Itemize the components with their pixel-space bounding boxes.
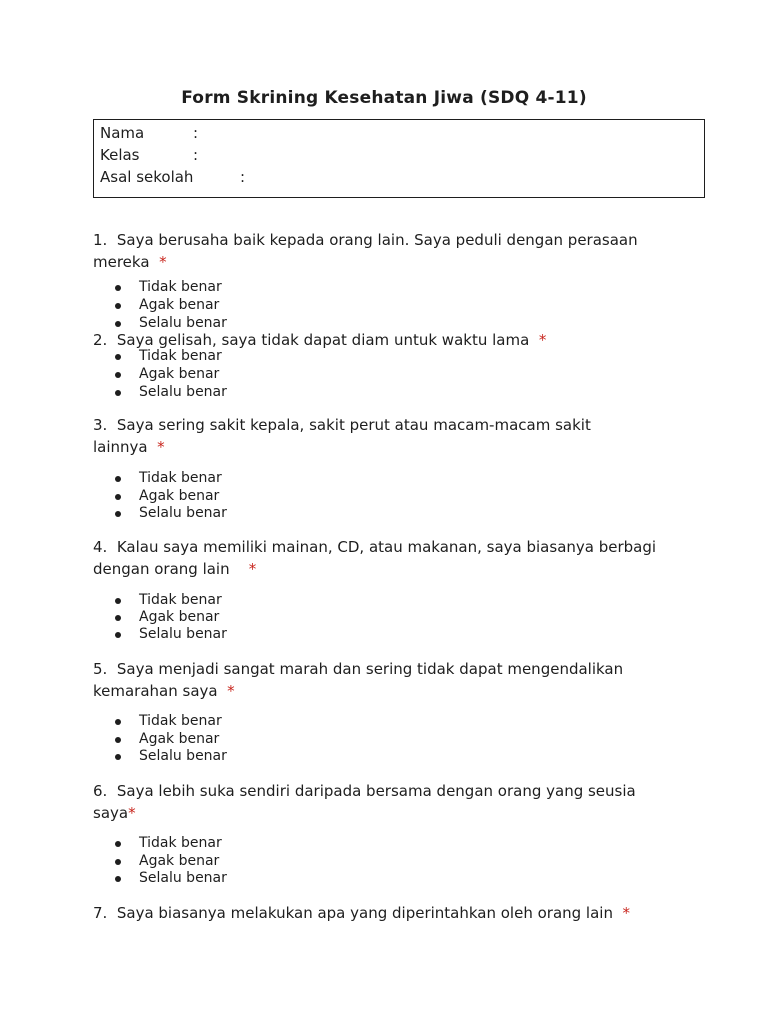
question-6-number: 6. (93, 782, 108, 800)
bullet-icon (115, 876, 121, 882)
option-label: Selalu benar (139, 384, 227, 400)
bullet-icon (115, 632, 121, 638)
question-1-text: Saya berusaha baik kepada orang lain. Saya peduli dengan perasaan (116, 231, 638, 249)
bullet-icon (115, 511, 121, 517)
bullet-icon (115, 494, 121, 500)
question-1 (93, 229, 693, 273)
required-asterisk: * (622, 904, 631, 922)
question-1-number: 1. (93, 231, 108, 249)
option-label: Tidak benar (139, 279, 222, 295)
question-6-text-cont: saya (93, 804, 129, 822)
question-2-text: Saya gelisah, saya tidak dapat diam untuk waktu lama (116, 331, 530, 349)
question-5-line-2 (93, 680, 693, 702)
question-6 (93, 780, 693, 824)
option-label: Agak benar (139, 731, 220, 747)
question-3-text-cont: lainnya (93, 438, 148, 456)
option-label: Selalu benar (139, 748, 227, 764)
question-5-text-cont: kemarahan saya (93, 682, 218, 700)
identity-box (93, 119, 705, 198)
question-7-line-1 (93, 902, 693, 924)
bullet-icon (115, 737, 121, 743)
question-7-number: 7. (93, 904, 108, 922)
bullet-icon (115, 354, 121, 360)
option-label: Selalu benar (139, 505, 227, 521)
option-label: Tidak benar (139, 713, 222, 729)
kelas-colon: : (193, 146, 199, 164)
required-asterisk: * (128, 804, 136, 822)
bullet-icon (115, 598, 121, 604)
option-label: Tidak benar (139, 592, 222, 608)
nama-label: Nama (100, 124, 145, 142)
question-6-text: Saya lebih suka sendiri daripada bersama dengan orang yang seusia (116, 782, 636, 800)
page-title: Form Skrining Kesehatan Jiwa (SDQ 4-11) (181, 88, 587, 108)
question-3-number: 3. (93, 416, 108, 434)
question-3 (93, 414, 693, 458)
bullet-icon (115, 390, 121, 396)
question-3-text: Saya sering sakit kepala, sakit perut atau macam-macam sakit (116, 416, 591, 434)
option-label: Selalu benar (139, 870, 227, 886)
bullet-icon (115, 372, 121, 378)
bullet-icon (115, 285, 121, 291)
bullet-icon (115, 303, 121, 309)
question-1-line-1 (93, 229, 693, 251)
required-asterisk: * (157, 438, 165, 456)
question-5-number: 5. (93, 660, 108, 678)
bullet-icon (115, 321, 121, 327)
bullet-icon (115, 841, 121, 847)
question-4-number: 4. (93, 538, 108, 556)
option-label: Agak benar (139, 853, 220, 869)
question-4 (93, 536, 693, 580)
question-5-text: Saya menjadi sangat marah dan sering tidak dapat mengendalikan (116, 660, 624, 678)
nama-colon: : (193, 124, 199, 142)
bullet-icon (115, 719, 121, 725)
bullet-icon (115, 859, 121, 865)
option-label: Tidak benar (139, 348, 222, 364)
option-label: Agak benar (139, 488, 220, 504)
question-4-line-1 (93, 536, 693, 558)
bullet-icon (115, 476, 121, 482)
required-asterisk: * (248, 560, 257, 578)
question-7 (93, 902, 693, 924)
question-4-text-cont: dengan orang lain (93, 560, 230, 578)
kelas-label: Kelas (100, 146, 140, 164)
question-3-line-1 (93, 414, 693, 436)
question-2-number: 2. (93, 331, 108, 349)
bullet-icon (115, 615, 121, 621)
required-asterisk: * (538, 331, 547, 349)
option-label: Agak benar (139, 366, 220, 382)
asal-sekolah-label: Asal sekolah (100, 168, 194, 186)
question-5 (93, 658, 693, 702)
required-asterisk: * (227, 682, 235, 700)
question-5-line-1 (93, 658, 693, 680)
question-7-text: Saya biasanya melakukan apa yang diperintahkan oleh orang lain (116, 904, 613, 922)
option-label: Agak benar (139, 609, 220, 625)
question-3-line-2 (93, 436, 693, 458)
option-label: Agak benar (139, 297, 220, 313)
option-label: Selalu benar (139, 315, 227, 331)
question-4-text: Kalau saya memiliki mainan, CD, atau makanan, saya biasanya berbagi (116, 538, 657, 556)
question-6-line-2 (93, 802, 693, 824)
option-label: Tidak benar (139, 835, 222, 851)
question-4-line-2 (93, 558, 693, 580)
option-label: Selalu benar (139, 626, 227, 642)
option-label: Tidak benar (139, 470, 222, 486)
question-1-text-cont: mereka (93, 253, 150, 271)
asal-sekolah-colon: : (240, 168, 246, 186)
required-asterisk: * (159, 253, 167, 271)
question-1-line-2 (93, 251, 693, 273)
question-6-line-1 (93, 780, 693, 802)
bullet-icon (115, 754, 121, 760)
